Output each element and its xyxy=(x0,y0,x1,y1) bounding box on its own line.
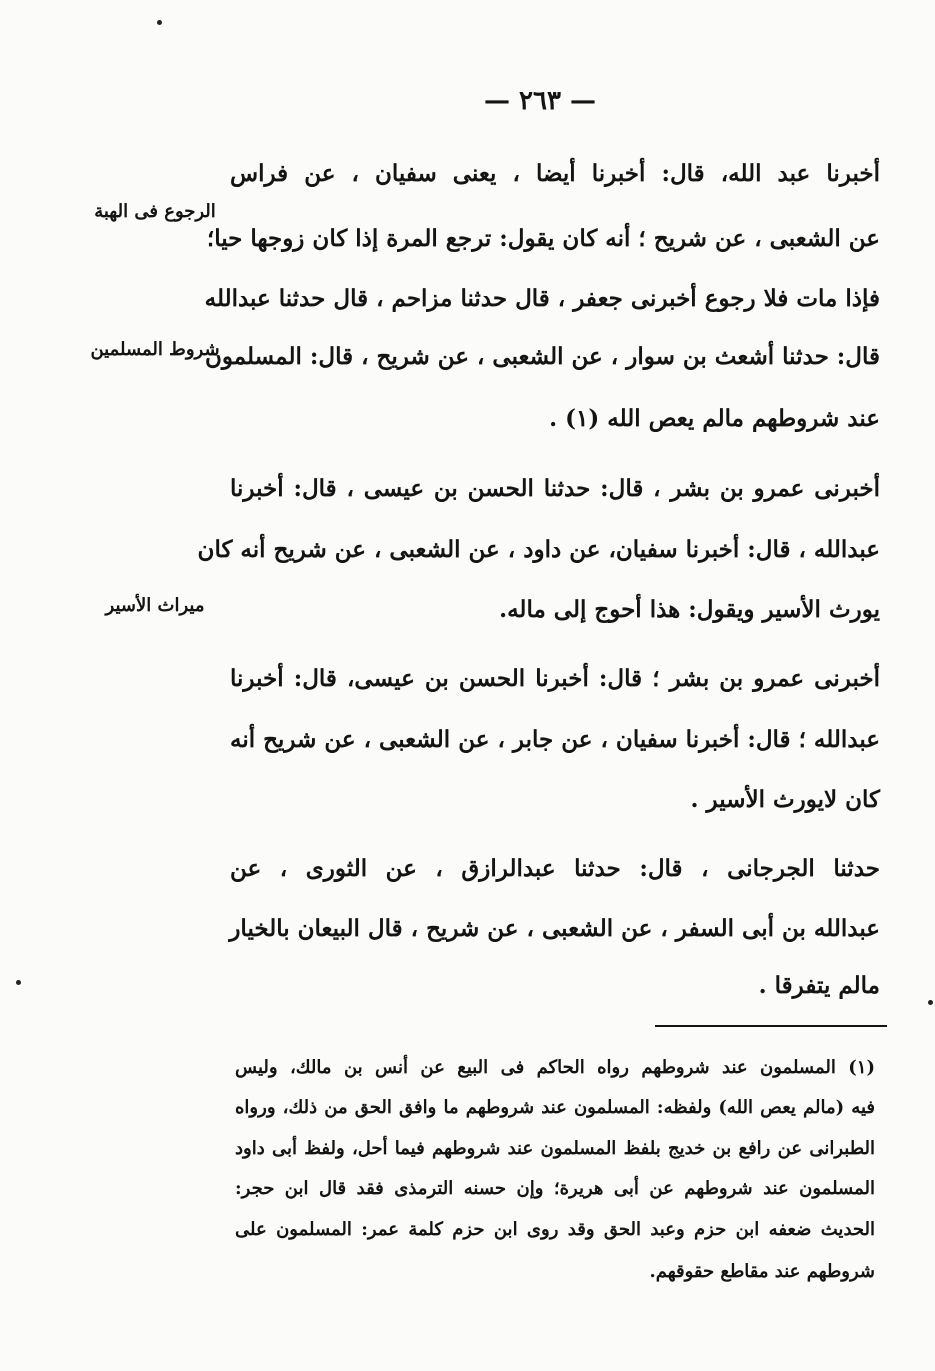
scan-speck xyxy=(157,20,162,25)
text-line: عبدالله بن أبى السفر ، عن الشعبى ، عن شريح ، قال البيعان بالخيار xyxy=(229,915,880,942)
text-line: عبدالله ، قال: أخبرنا سفيان، عن داود ، عن الشعبى ، عن شريح أنه كان xyxy=(197,536,880,563)
text-line: كان لايورث الأسير . xyxy=(690,786,880,813)
footnote-separator xyxy=(655,1025,887,1027)
page-number: — ٢٦٣ — xyxy=(483,86,597,116)
scan-speck xyxy=(928,1000,933,1005)
text-line: قال: حدثنا أشعث بن سوار ، عن الشعبى ، عن شريح ، قال: المسلمون xyxy=(204,343,880,370)
footnote-line: (١) المسلمون عند شروطهم رواه الحاكم فى البيع عن أنس بن مالك، وليس xyxy=(235,1057,875,1078)
footnote-line: المسلمون عند شروطهم عن أبى هريرة؛ وإن حسنه الترمذى فقد قال ابن حجر: xyxy=(235,1178,875,1199)
scan-speck xyxy=(16,980,21,985)
text-line: يورث الأسير ويقول: هذا أحوج إلى ماله. xyxy=(499,596,880,623)
margin-note-gift-revocation: الرجوع فى الهبة xyxy=(94,201,216,222)
margin-note-muslim-conditions: شروط المسلمين xyxy=(90,339,220,360)
text-line: فإذا مات فلا رجوع أخبرنى جعفر ، قال حدثنا مزاحم ، قال حدثنا عبدالله xyxy=(204,285,880,312)
footnote-line: الحديث ضعفه ابن حزم وعبد الحق وقد روى ابن حزم كلمة عمر: المسلمون على xyxy=(235,1219,875,1240)
text-line: عند شروطهم مالم يعص الله (١) . xyxy=(549,405,880,432)
text-line: عن الشعبى ، عن شريح ؛ أنه كان يقول: ترجع المرة إذا كان زوجها حيا؛ xyxy=(206,225,880,252)
text-line: أخبرنى عمرو بن بشر ؛ قال: أخبرنا الحسن بن عيسى، قال: أخبرنا xyxy=(230,665,880,692)
text-line: أخبرنا عبد الله، قال: أخبرنا أيضا ، يعنى سفيان ، عن فراس xyxy=(230,160,880,187)
text-line: مالم يتفرقا . xyxy=(758,972,880,999)
text-line: عبدالله ؛ قال: أخبرنا سفيان ، عن جابر ، عن الشعبى ، عن شريح أنه xyxy=(230,726,880,753)
text-line: حدثنا الجرجانى ، قال: حدثنا عبدالرازق ، عن الثورى ، عن xyxy=(230,855,880,882)
footnote-line: الطبرانى عن رافع بن خديج بلفظ المسلمون عند شروطهم فيما أحل، ولفظ أبى داود xyxy=(235,1138,875,1159)
text-line: أخبرنى عمرو بن بشر ، قال: حدثنا الحسن بن عيسى ، قال: أخبرنا xyxy=(230,475,880,502)
footnote-line: شروطهم عند مقاطع حقوقهم. xyxy=(649,1261,875,1282)
margin-note-captive-inheritance: ميراث الأسير xyxy=(105,595,205,616)
footnote-line: فيه (مالم يعص الله) ولفظه: المسلمون عند شروطهم ما وافق الحق من ذلك، ورواه xyxy=(235,1097,875,1118)
